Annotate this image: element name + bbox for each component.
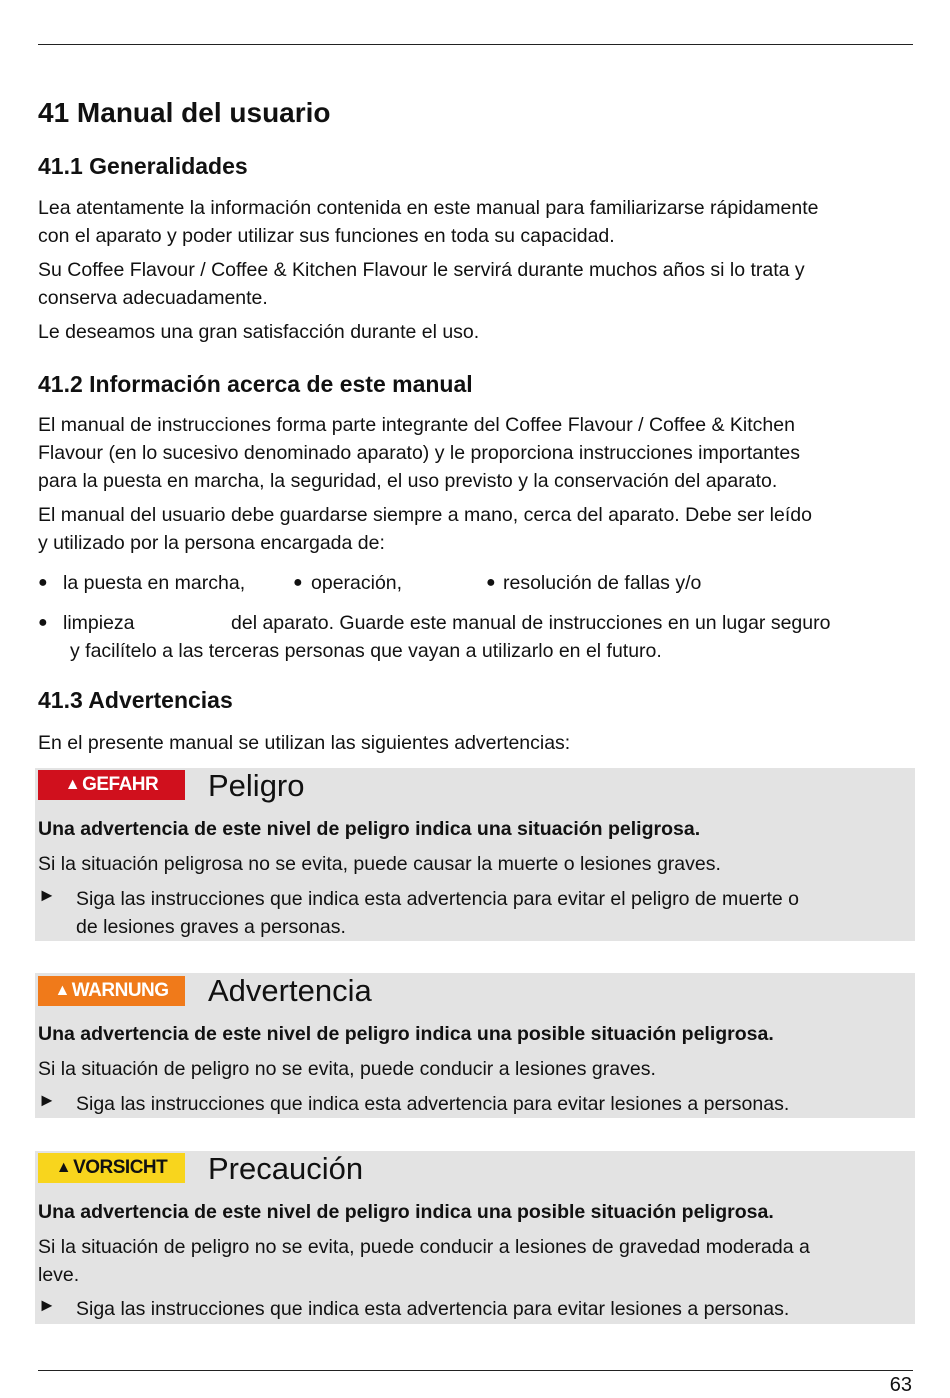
text-line: para la puesta en marcha, la seguridad, el uso previsto y la conservación del aparato. [38,470,778,492]
arrow-right-icon: ► [38,1295,56,1315]
text-line: con el aparato y poder utilizar sus funciones en toda su capacidad. [38,225,615,247]
warning-text: Si la situación peligrosa no se evita, puede causar la muerte o lesiones graves. [38,853,721,875]
warning-triangle-icon: ▲ [64,776,81,793]
text-line: de lesiones graves a personas. [76,916,346,938]
danger-badge [38,770,185,800]
top-rule [38,44,913,45]
section-title: 41 Manual del usuario [38,97,331,128]
paragraph [38,411,918,495]
caution-badge [38,1153,185,1183]
text-line: Lea atentamente la información contenida en este manual para familiarizarse rápidamente [38,197,819,219]
paragraph [38,194,918,250]
list-item: operación, [311,572,403,594]
paragraph [38,318,918,346]
bullet-list [38,609,918,669]
text-line: El manual de instrucciones forma parte integrante del Coffee Flavour / Coffee & Kitchen [38,414,795,436]
text-line: Flavour (en lo sucesivo denominado aparato) y le proporciona instrucciones importantes [38,442,800,464]
bullet-list [38,569,918,599]
heading-informacion-manual: 41.2 Información acerca de este manual [38,371,473,397]
warning-step: Siga las instrucciones que indica esta advertencia para evitar lesiones a personas. [76,1298,790,1320]
text-line: Si la situación de peligro no se evita, puede conducir a lesiones de gravedad moderada a [38,1236,810,1258]
warning-title: Precaución [208,1151,364,1186]
text-line: Su Coffee Flavour / Coffee & Kitchen Flavour le servirá durante muchos años si lo trata y [38,259,805,281]
warning-bold-text: Una advertencia de este nivel de peligro indica una situación peligrosa. [38,818,701,840]
badge-label: WARNUNG [71,980,169,1001]
text-line: Le deseamos una gran satisfacción durante el uso. [38,321,480,343]
bullet-dot-icon: ● [38,614,48,631]
list-item: la puesta en marcha, [63,572,246,594]
text-line: El manual del usuario debe guardarse siempre a mano, cerca del aparato. Debe ser leído [38,504,812,526]
warning-badge [38,976,185,1006]
heading-generalidades: 41.1 Generalidades [38,153,248,179]
paragraph [38,256,918,312]
list-item: resolución de fallas y/o [503,572,702,594]
warning-triangle-icon: ▲ [55,1159,72,1176]
bullet-dot-icon: ● [486,574,496,591]
text-line: conserva adecuadamente. [38,287,268,309]
heading-advertencias: 41.3 Advertencias [38,687,233,713]
badge-label: GEFAHR [82,774,159,795]
page-number: 63 [889,1374,912,1396]
warning-step [76,885,916,941]
warning-step: Siga las instrucciones que indica esta advertencia para evitar lesiones a personas. [76,1093,790,1115]
list-item: limpieza [63,612,135,634]
text-line: En el presente manual se utilizan las siguientes advertencias: [38,732,571,754]
warning-triangle-icon: ▲ [54,982,70,999]
text-line: y utilizado por la persona encargada de: [38,532,385,554]
warning-title: Peligro [208,768,305,803]
badge-label: VORSICHT [73,1157,168,1178]
bottom-rule [38,1370,913,1371]
text-line: y facilítelo a las terceras personas que vayan a utilizarlo en el futuro. [70,640,662,662]
bullet-dot-icon: ● [38,574,48,591]
warning-title: Advertencia [208,973,372,1008]
arrow-right-icon: ► [38,1090,56,1110]
warning-bold-text: Una advertencia de este nivel de peligro indica una posible situación peligrosa. [38,1023,774,1045]
text-line: leve. [38,1264,80,1286]
text-line: Siga las instrucciones que indica esta advertencia para evitar el peligro de muerte o [76,888,799,910]
warning-text [38,1233,918,1289]
bullet-dot-icon: ● [293,574,303,591]
warning-bold-text: Una advertencia de este nivel de peligro indica una posible situación peligrosa. [38,1201,774,1223]
warning-text: Si la situación de peligro no se evita, puede conducir a lesiones graves. [38,1058,656,1080]
arrow-right-icon: ► [38,885,56,905]
paragraph [38,729,918,757]
paragraph [38,501,918,557]
text-line: del aparato. Guarde este manual de instrucciones en un lugar seguro [231,612,831,634]
